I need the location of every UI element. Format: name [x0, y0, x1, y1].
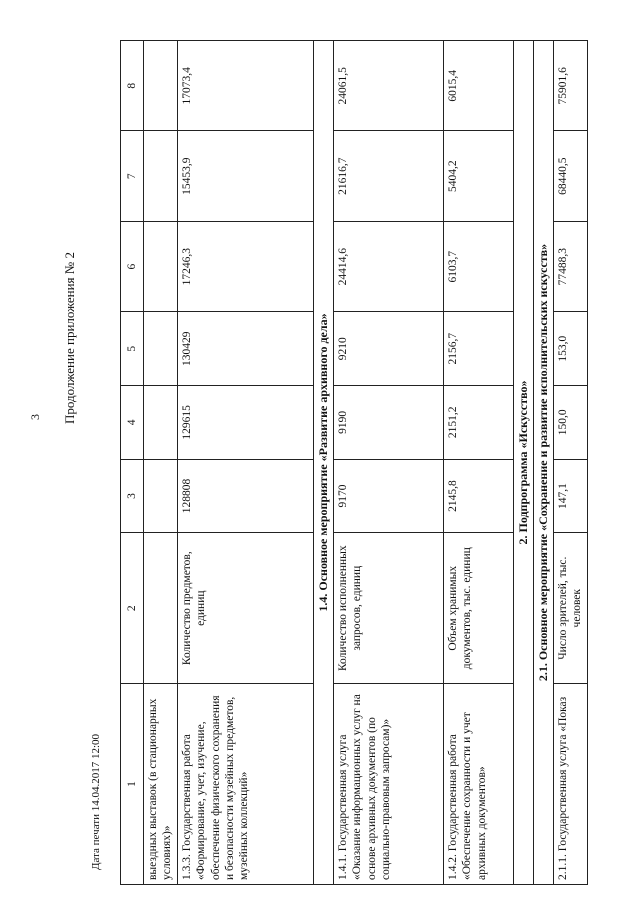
row4-c8: 75901,6 — [553, 41, 587, 132]
row4-c6: 77488,3 — [553, 221, 587, 311]
row0-service: выездных выставок (в стационарных условиях)» — [144, 684, 178, 885]
row2-c3: 9170 — [333, 459, 443, 533]
row1-c3: 128808 — [177, 459, 313, 533]
row2-indicator: Количество исполненных запросов, единиц — [333, 533, 443, 684]
table-row — [177, 41, 313, 885]
row1-c5: 130429 — [177, 312, 313, 386]
row3-service: 1.4.2. Государственная работа «Обеспечение сохранности и учет архивных документов» — [443, 684, 513, 885]
col-header-7: 7 — [121, 131, 144, 221]
section-row — [313, 41, 333, 885]
empty-cell — [144, 221, 178, 311]
print-date: Дата печати 14.04.2017 12:00 — [90, 733, 102, 870]
appendix-title: Продолжение приложения № 2 — [62, 252, 77, 424]
row1-c7: 15453,9 — [177, 131, 313, 221]
row3-c6: 6103,7 — [443, 221, 513, 311]
col-header-3: 3 — [121, 459, 144, 533]
col-header-6: 6 — [121, 221, 144, 311]
section-archive: 1.4. Основное мероприятие «Развитие архивного дела» — [313, 41, 333, 885]
row1-service: 1.3.3. Государственная работа «Формирование, учет, изучение, обеспечение физического сохранения и безопасности музейных предметов, музейных коллекций» — [177, 684, 313, 885]
section-art: 2. Подпрограмма «Искусство» — [513, 41, 533, 885]
section-performing-arts: 2.1. Основное мероприятие «Сохранение и развитие исполнительских искусств» — [533, 41, 553, 885]
header-row — [121, 41, 144, 885]
section-row — [513, 41, 533, 885]
row3-c5: 2156,7 — [443, 312, 513, 386]
empty-cell — [144, 533, 178, 684]
section-row — [533, 41, 553, 885]
row4-c3: 147,1 — [553, 459, 587, 533]
row3-indicator: Объем хранимых документов, тыс. единиц — [443, 533, 513, 684]
page-number: 3 — [28, 414, 42, 420]
row3-c4: 2151,2 — [443, 386, 513, 460]
row4-indicator: Число зрителей, тыс. человек — [553, 533, 587, 684]
col-header-1: 1 — [121, 684, 144, 885]
col-header-8: 8 — [121, 41, 144, 132]
table-row — [443, 41, 513, 885]
row4-c5: 153,0 — [553, 312, 587, 386]
row1-c4: 129615 — [177, 386, 313, 460]
row2-c5: 9210 — [333, 312, 443, 386]
empty-cell — [144, 386, 178, 460]
table-row — [553, 41, 587, 885]
row2-c4: 9190 — [333, 386, 443, 460]
table-rotator — [120, 40, 584, 885]
col-header-2: 2 — [121, 533, 144, 684]
row2-c8: 24061,5 — [333, 41, 443, 132]
row4-c7: 68440,5 — [553, 131, 587, 221]
table-row — [333, 41, 443, 885]
row1-c8: 17073,4 — [177, 41, 313, 132]
row2-c7: 21616,7 — [333, 131, 443, 221]
empty-cell — [144, 41, 178, 132]
row3-c3: 2145,8 — [443, 459, 513, 533]
empty-cell — [144, 459, 178, 533]
col-header-5: 5 — [121, 312, 144, 386]
row2-service: 1.4.1. Государственная услуга «Оказание информационных услуг на основе архивных документов (по социально-правовым запросам)» — [333, 684, 443, 885]
empty-cell — [144, 131, 178, 221]
table-row — [144, 41, 178, 885]
col-header-4: 4 — [121, 386, 144, 460]
row3-c7: 5404,2 — [443, 131, 513, 221]
row4-service: 2.1.1. Государственная услуга «Показ — [553, 684, 587, 885]
table-wrapper — [120, 40, 584, 885]
row3-c8: 6015,4 — [443, 41, 513, 132]
row4-c4: 150,0 — [553, 386, 587, 460]
row2-c6: 24414,6 — [333, 221, 443, 311]
empty-cell — [144, 312, 178, 386]
indicators-table — [120, 40, 588, 885]
row1-indicator: Количество предметов, единиц — [177, 533, 313, 684]
row1-c6: 17246,3 — [177, 221, 313, 311]
